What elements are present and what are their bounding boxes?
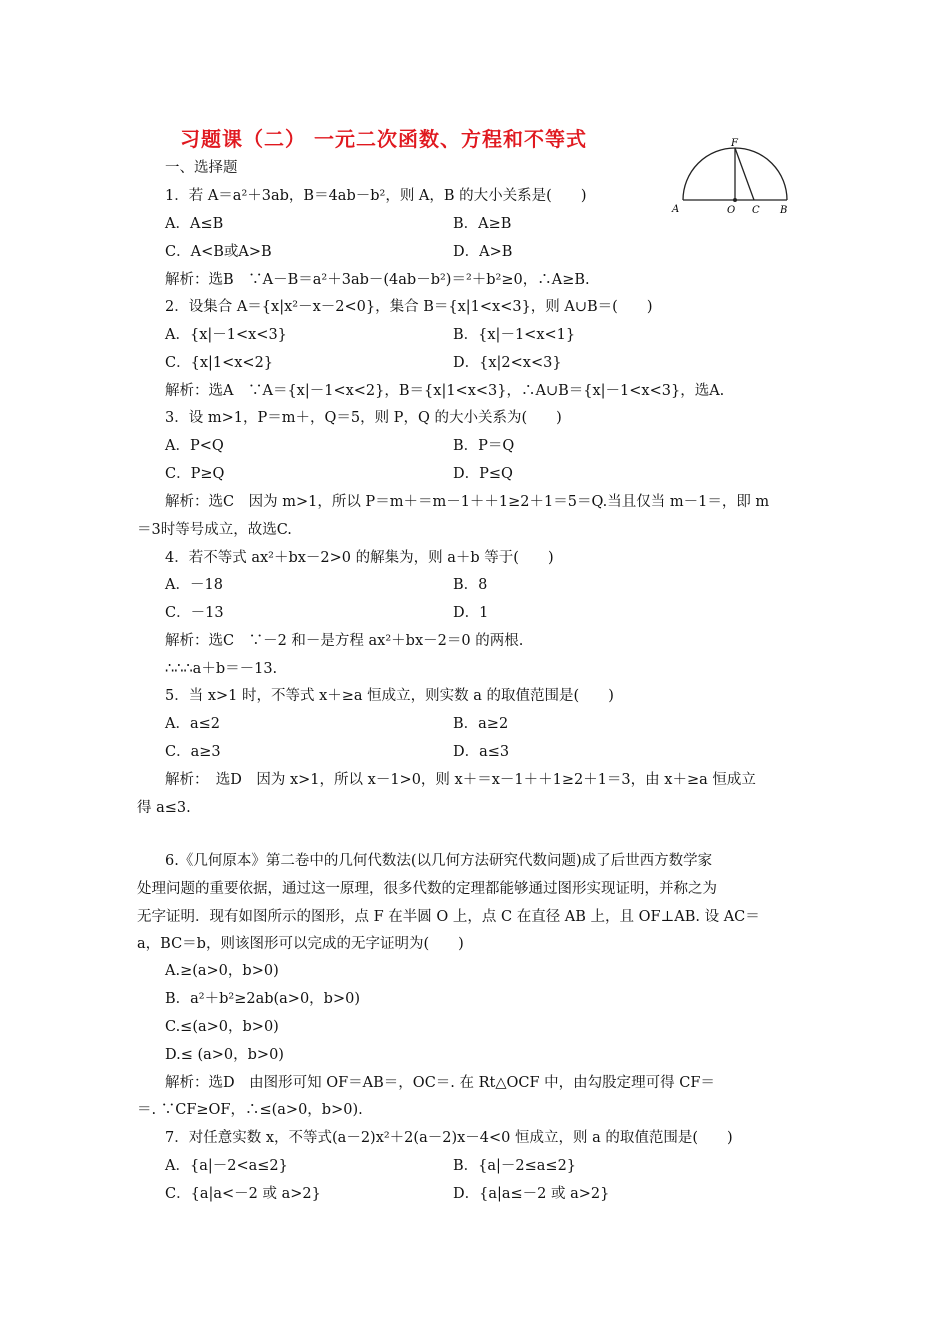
q4-option-a: A．－18 (165, 577, 223, 593)
q1-option-d: D．A>B (453, 244, 513, 260)
q2-analysis: 解析：选A ∵A＝{x|－1<x<2}，B＝{x|1<x<3}，∴A∪B＝{x|－1<x<3}，选A. (165, 383, 725, 399)
label-c: C (752, 205, 760, 216)
q3-option-a: A．P<Q (165, 438, 224, 454)
q2-option-d: D．{x|2<x<3} (453, 355, 562, 371)
q1-option-a: A．A≤B (165, 216, 224, 232)
q2-stem: 2．设集合 A＝{x|x²－x－2<0}，集合 B＝{x|1<x<3}，则 A∪B＝( ) (165, 299, 653, 315)
q1-stem: 1．若 A＝a²＋3ab，B＝4ab－b²，则 A，B 的大小关系是( ) (165, 188, 587, 204)
q5-stem: 5．当 x>1 时，不等式 x＋≥a 恒成立，则实数 a 的取值范围是( ) (165, 688, 614, 704)
label-a: A (672, 204, 680, 215)
q3-option-c: C．P≥Q (165, 466, 225, 482)
q2-option-a: A．{x|－1<x<3} (165, 327, 287, 343)
q5-option-d: D．a≤3 (453, 744, 510, 760)
q6-stem-line-2: 处理问题的重要依据，通过这一原理，很多代数的定理都能够通过图形实现证明，并称之为 (137, 881, 717, 897)
q6-option-a: A.≥(a>0，b>0) (165, 963, 279, 979)
q6-option-b: B．a²＋b²≥2ab(a>0，b>0) (165, 991, 360, 1007)
q7-stem: 7．对任意实数 x，不等式(a－2)x²＋2(a－2)x－4<0 恒成立，则 a 的取值范围是( ) (165, 1130, 733, 1146)
q1-option-c: C．A<B或A>B (165, 244, 272, 260)
q3-analysis-line-2: ＝3时等号成立，故选C. (137, 522, 292, 538)
q1-option-b: B．A≥B (453, 216, 512, 232)
point-o (733, 198, 737, 202)
q4-stem: 4．若不等式 ax²＋bx－2>0 的解集为，则 a＋b 等于( ) (165, 550, 554, 566)
label-f: F (731, 138, 738, 149)
section-heading: 一、选择题 (165, 160, 238, 176)
label-o: O (727, 205, 736, 216)
q3-stem: 3．设 m>1，P＝m＋，Q＝5，则 P，Q 的大小关系为( ) (165, 410, 562, 426)
segment-cf (735, 148, 754, 200)
q3-option-b: B．P＝Q (453, 438, 515, 454)
q5-analysis-line-2: 得 a≤3. (137, 800, 191, 816)
q3-analysis-line-1: 解析：选C 因为 m>1，所以 P＝m＋＝m－1＋＋1≥2＋1＝5＝Q.当且仅当 m－1＝，即 m (165, 494, 770, 510)
q4-option-b: B．8 (453, 577, 488, 593)
q5-option-c: C．a≥3 (165, 744, 221, 760)
q4-option-c: C．－13 (165, 605, 224, 621)
page-title: 习题课（二） 一元二次函数、方程和不等式 (180, 127, 587, 151)
q6-stem-line-3: 无字证明．现有如图所示的图形，点 F 在半圆 O 上，点 C 在直径 AB 上，且 OF⊥AB. 设 AC＝ (137, 909, 760, 925)
label-b: B (780, 205, 788, 216)
q4-option-d: D．1 (453, 605, 489, 621)
q7-option-a: A．{a|－2<a≤2} (165, 1158, 288, 1174)
q6-stem-line-4: a，BC＝b，则该图形可以完成的无字证明为( ) (137, 936, 464, 952)
q4-analysis-line-1: 解析：选C ∵－2 和－是方程 ax²＋bx－2＝0 的两根. (165, 633, 524, 649)
q6-option-c: C.≤(a>0，b>0) (165, 1019, 279, 1035)
q3-option-d: D．P≤Q (453, 466, 513, 482)
q1-analysis: 解析：选B ∵A－B＝a²＋3ab－(4ab－b²)＝²＋b²≥0，∴A≥B. (165, 272, 590, 288)
semicircle-figure (668, 137, 798, 219)
q2-option-b: B．{x|－1<x<1} (453, 327, 576, 343)
q5-option-b: B．a≥2 (453, 716, 509, 732)
q6-stem-line-1: 6.《几何原本》第二卷中的几何代数法(以几何方法研究代数问题)成了后世西方数学家 (165, 853, 713, 869)
q7-option-b: B．{a|－2≤a≤2} (453, 1158, 577, 1174)
q5-analysis-line-1: 解析： 选D 因为 x>1，所以 x－1>0，则 x＋＝x－1＋＋1≥2＋1＝3，由 x＋≥a 恒成立 (165, 772, 756, 788)
q7-option-d: D．{a|a≤－2 或 a>2} (453, 1186, 610, 1202)
q6-option-d: D.≤ (a>0，b>0) (165, 1047, 284, 1063)
q4-analysis-line-2: ∴∴∴a＋b＝－13. (165, 661, 278, 677)
q6-analysis-line-2: ＝. ∵CF≥OF，∴≤(a>0，b>0). (137, 1102, 363, 1118)
q6-analysis-line-1: 解析：选D 由图形可知 OF＝AB＝，OC＝. 在 Rt△OCF 中，由勾股定理可得 CF＝ (165, 1075, 715, 1091)
q2-option-c: C．{x|1<x<2} (165, 355, 274, 371)
q5-option-a: A．a≤2 (165, 716, 220, 732)
q7-option-c: C．{a|a<－2 或 a>2} (165, 1186, 321, 1202)
